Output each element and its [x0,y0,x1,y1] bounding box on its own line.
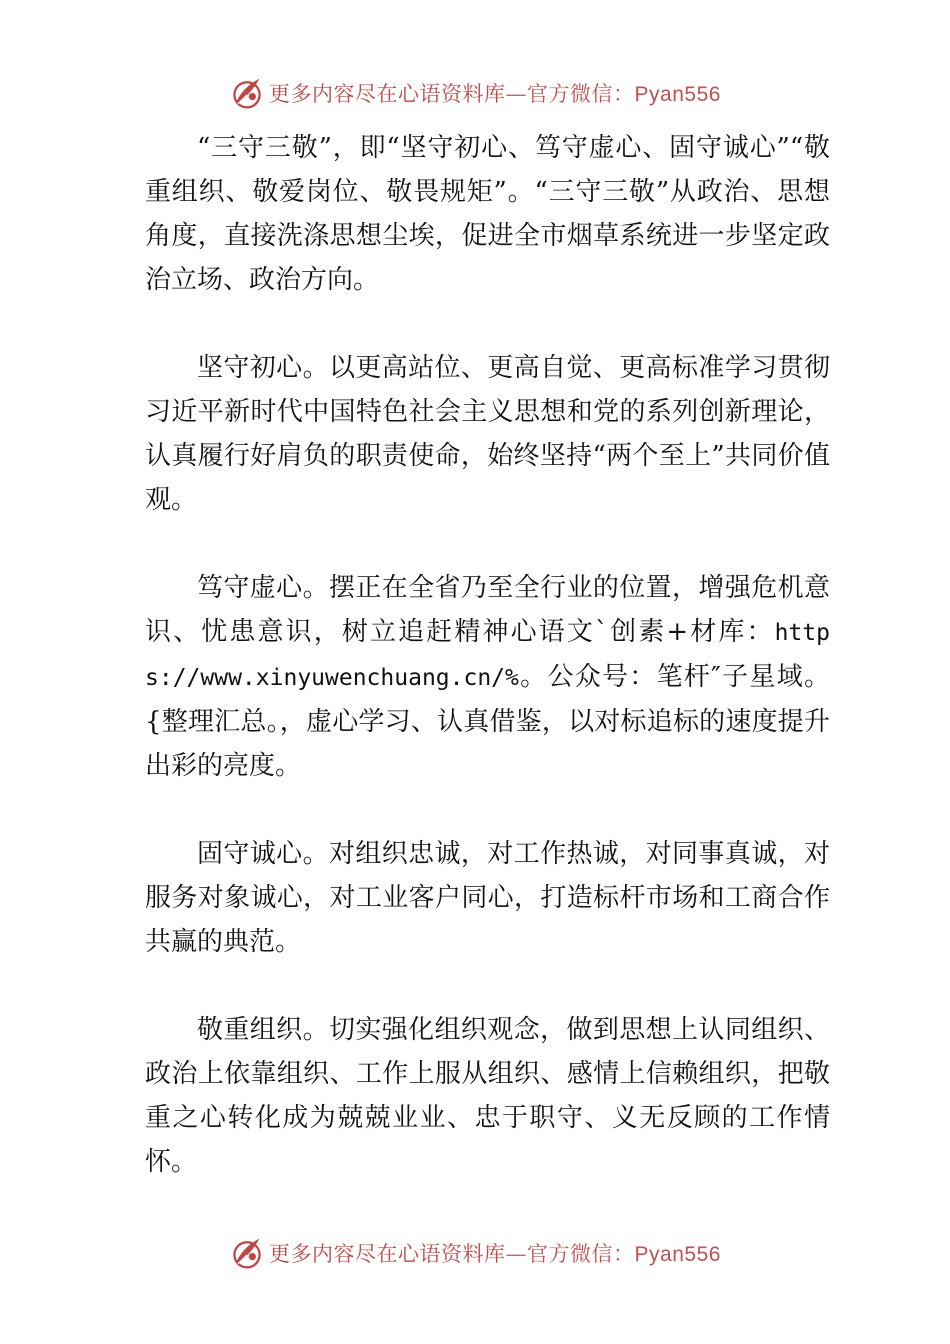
header-banner [0,73,950,113]
document-body [145,126,830,1184]
paragraph-gushou-chengxin: 固守诚心。对组织忠诚，对工作热诚，对同事真诚，对服务对象诚心，对工业客户同心，打造标杆市场和工商合作共赢的典范。 [145,839,830,957]
quill-pen-logo-icon [229,1235,265,1271]
paragraph-text: 。公众号：笔杆″子星域。{整理汇总。，虚心学习、认真借鉴，以对标追标的速度提升出彩的亮度。 [145,662,830,781]
url-text: https://www.xinyuwenchuang.cn/% [145,620,830,691]
header-banner-text [269,78,721,108]
paragraph-text: 笃守虚心。摆正在全省乃至全行业的位置，增强危机意识、忧患意识，树立追赶精神心语文`创素+材库： [145,573,830,647]
footer-wechat-label: 官方微信： [527,1242,635,1266]
header-separator: — [505,82,528,106]
paragraph-jingzhong-zuzhi: 敬重组织。切实强化组织观念，做到思想上认同组织、政治上依靠组织、工作上服从组织、感情上信赖组织，把敬重之心转化成为兢兢业业、忠于职守、义无反顾的工作情怀。 [145,1015,830,1177]
footer-site-name: 更多内容尽在心语资料库 [269,1242,506,1266]
footer-banner [0,1233,950,1273]
paragraph-jianshou-chuxin: 坚守初心。以更高站位、更高自觉、更高标准学习贯彻习近平新时代中国特色社会主义思想和党的系列创新理论，认真履行好肩负的职责使命，始终坚持“两个至上”共同价值观。 [145,353,830,515]
paragraph-dushou-xuxin [145,566,830,788]
header-wechat-label: 官方微信： [527,82,635,106]
paragraph-intro: “三守三敬”，即“坚守初心、笃守虚心、固守诚心”“敬重组织、敬爱岗位、敬畏规矩”。“三守三敬”从政治、思想角度，直接洗涤思想尘埃，促进全市烟草系统进一步坚定政治立场、政治方向。 [145,133,830,295]
footer-separator: — [505,1242,528,1266]
footer-wechat-id: Pyan556 [634,1243,721,1266]
header-site-name: 更多内容尽在心语资料库 [269,82,506,106]
header-wechat-id: Pyan556 [634,83,721,106]
footer-banner-text [269,1238,721,1268]
quill-pen-logo-icon [229,75,265,111]
